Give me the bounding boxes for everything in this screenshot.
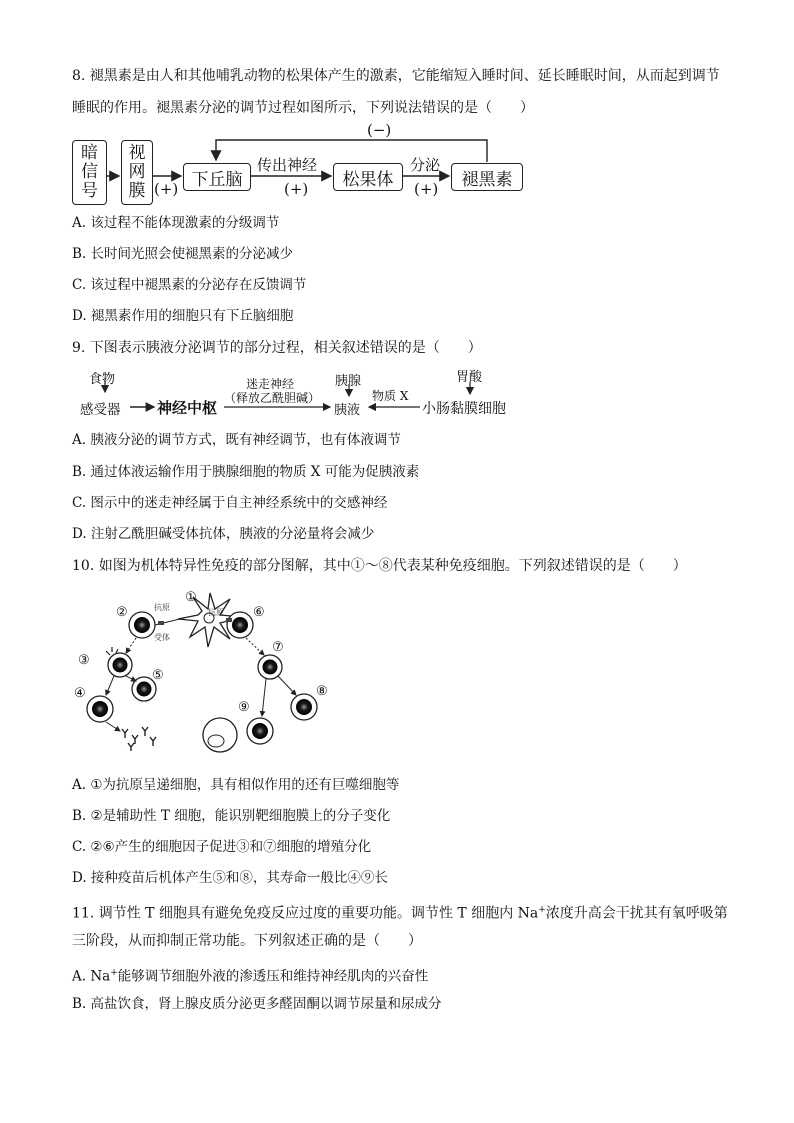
q11-option-a <box>72 963 428 987</box>
b-cell-3 <box>106 647 132 677</box>
plus-secrete: (+) <box>414 180 439 198</box>
label-food: 食物 <box>89 372 116 387</box>
label-cell-6: ⑥ <box>253 605 265 620</box>
label-nerve-center: 神经中枢 <box>157 399 218 417</box>
q11-stem-part-a: 11. 调节性 T 细胞具有避免免疫反应过度的重要功能。调节性 T 细胞内 Na <box>72 905 539 922</box>
q10-option-a: A. ①为抗原呈递细胞，具有相似作用的还有巨噬细胞等 <box>72 777 400 793</box>
retina-char-3: 膜 <box>128 181 146 201</box>
label-cell-9: ⑨ <box>238 700 250 715</box>
q8-option-d: D. 褪黑素作用的细胞只有下丘脑细胞 <box>72 308 294 324</box>
label-receptor-small: 受体 <box>154 633 170 642</box>
q11-option-a-sup: + <box>110 968 118 978</box>
label-cell-2: ② <box>116 605 128 620</box>
q11-stem-part-b: 浓度升高会干扰其有氧呼吸第 <box>545 905 728 922</box>
label-intestinal-cells: 小肠黏膜细胞 <box>422 401 506 417</box>
q8-option-a: A. 该过程不能体现激素的分级调节 <box>72 215 280 231</box>
q11-option-b: B. 高盐饮食，肾上腺皮质分泌更多醛固酮以调节尿量和尿成分 <box>72 996 442 1012</box>
plasma-cell-4 <box>87 696 113 722</box>
q9-option-a: A. 胰液分泌的调节方式，既有神经调节，也有体液调节 <box>72 432 401 448</box>
q8-stem-line1: 8. 褪黑素是由人和其他哺乳动物的松果体产生的激素，它能缩短入睡时间、延长睡眠时间，从而起到调节 <box>72 68 720 84</box>
label-cell-4: ④ <box>74 686 86 701</box>
effector-t-cell-9 <box>247 718 273 744</box>
q9-stem: 9. 下图表示胰液分泌调节的部分过程，相关叙述错误的是（ ） <box>72 340 482 356</box>
label-efferent-nerve: 传出神经 <box>257 156 318 174</box>
q11-stem-line2: 三阶段，从而抑制正常功能。下列叙述正确的是（ ） <box>72 933 422 949</box>
q8-option-c: C. 该过程中褪黑素的分泌存在反馈调节 <box>72 277 307 293</box>
cytotoxic-t-cell-6 <box>226 612 253 638</box>
q9-option-d: D. 注射乙酰胆碱受体抗体，胰液的分泌量将会减少 <box>72 526 375 542</box>
retina-box <box>121 140 153 205</box>
q9-option-b: B. 通过体液运输作用于胰腺细胞的物质 X 可能为促胰液素 <box>72 464 420 480</box>
label-gastric-acid: 胃酸 <box>456 370 483 385</box>
q11-option-a-part2: 能够调节细胞外液的渗透压和维持神经肌肉的兴奋性 <box>117 968 429 985</box>
q11-stem-line1 <box>72 900 728 924</box>
q8-option-b: B. 长时间光照会使褪黑素的分泌减少 <box>72 246 294 262</box>
label-receptor: 感受器 <box>80 402 121 418</box>
q9-option-c: C. 图示中的迷走神经属于自主神经系统中的交感神经 <box>72 495 388 511</box>
q8-stem-line2: 睡眠的作用。褪黑素分泌的调节过程如图所示，下列说法错误的是（ ） <box>72 100 534 116</box>
label-antigen-right: 抗原 <box>208 608 224 617</box>
dark-signal-char-3: 号 <box>81 181 98 201</box>
label-vagus-note: （释放乙酰胆碱） <box>224 391 321 405</box>
t-cell-7 <box>258 655 282 679</box>
target-cell <box>203 718 237 752</box>
q10-option-d: D. 接种疫苗后机体产生⑤和⑧，其寿命一般比④⑨长 <box>72 870 388 886</box>
label-pancreas: 胰腺 <box>335 374 362 389</box>
q11-sup-plus: + <box>538 905 546 915</box>
label-pancreatic-juice: 胰液 <box>334 403 361 418</box>
label-secrete: 分泌 <box>410 156 441 174</box>
plus-nerve: (+) <box>284 180 309 198</box>
label-cell-5: ⑤ <box>152 668 164 683</box>
memory-t-cell-8 <box>291 694 317 720</box>
dark-signal-box <box>72 140 107 205</box>
label-antigen-left: 抗原 <box>154 603 170 612</box>
retina-char-1: 视 <box>128 143 146 163</box>
q10-stem: 10. 如图为机体特异性免疫的部分图解，其中①～⑧代表某种免疫细胞。下列叙述错误的是（ ） <box>72 558 687 574</box>
label-substance-x: 物质 X <box>372 389 409 403</box>
hypothalamus-box: 下丘脑 <box>183 163 251 191</box>
q10-option-c: C. ②⑥产生的细胞因子促进③和⑦细胞的增殖分化 <box>72 839 372 855</box>
label-vagus-nerve: 迷走神经 <box>246 377 295 391</box>
dark-signal-char-2: 信 <box>81 162 98 182</box>
q11-option-a-part1: A. Na <box>72 968 111 985</box>
melatonin-box: 褪黑素 <box>451 163 523 191</box>
label-cell-7: ⑦ <box>272 640 284 655</box>
retina-char-2: 网 <box>128 162 146 182</box>
antibodies <box>122 727 156 751</box>
plus-retina: (+) <box>154 180 179 198</box>
label-cell-1: ① <box>185 590 197 605</box>
minus-feedback: (−) <box>367 121 392 139</box>
pineal-box: 松果体 <box>333 163 403 191</box>
q10-option-b: B. ②是辅助性 T 细胞，能识别靶细胞膜上的分子变化 <box>72 808 391 824</box>
label-cell-3: ③ <box>78 653 90 668</box>
dark-signal-char-1: 暗 <box>81 143 98 163</box>
label-cell-8: ⑧ <box>316 684 328 699</box>
